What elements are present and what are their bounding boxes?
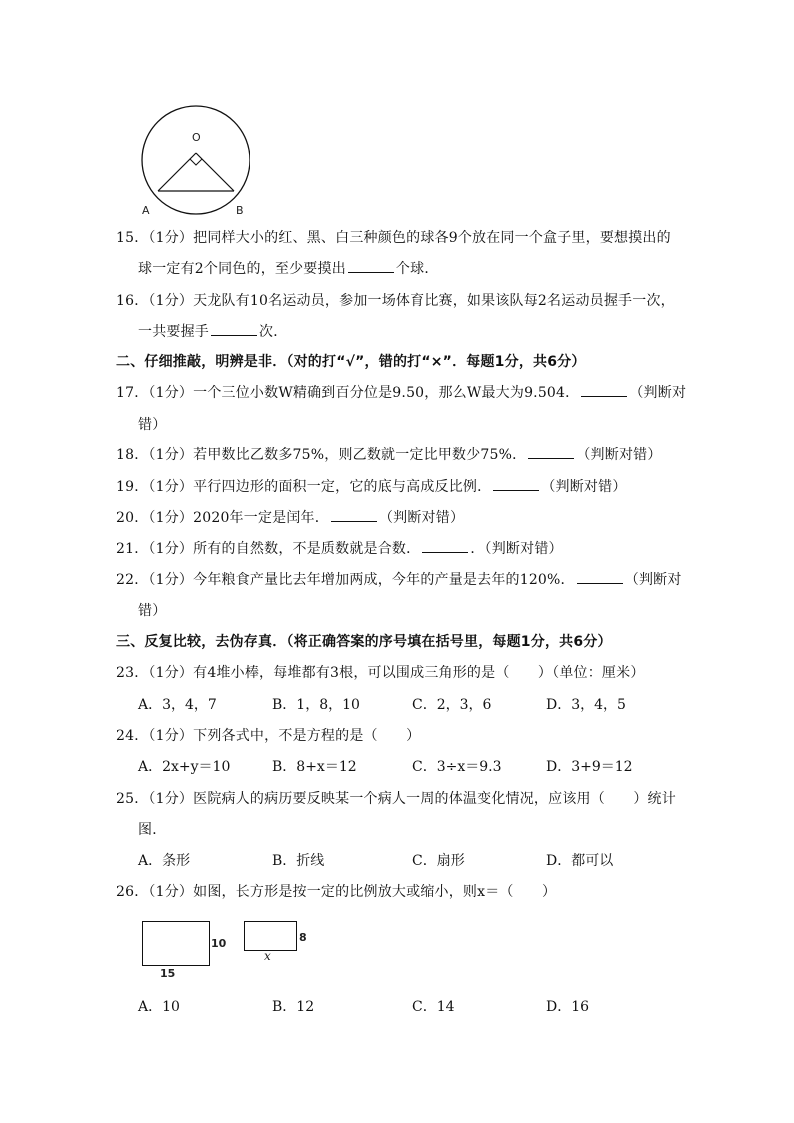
choice-c[interactable]: C．3÷x＝9.3 [412,759,502,775]
answer-blank[interactable] [577,570,623,584]
q25-line2: 图． [138,822,167,838]
section-2-heading: 二、仔细推敲，明辨是非．（对的打“√”，错的打“×”．每题1分，共6分） [116,354,586,370]
q26: 26．（1分）如图，长方形是按一定的比例放大或缩小，则x＝（ ） [116,884,557,900]
q22-line1 [116,570,682,590]
choice-b[interactable]: B．8+x＝12 [272,759,357,775]
answer-blank[interactable] [331,508,377,522]
answer-blank[interactable] [422,539,468,553]
q23: 23．（1分）有4堆小棒，每堆都有3根，可以围成三角形的是（ ）（单位：厘米） [116,665,645,681]
q20-text: 20．（1分）2020年一定是闰年． [116,510,329,526]
q18-text: 18．（1分）若甲数比乙数多75%，则乙数就一定比甲数少75%． [116,447,527,463]
q16-suffix: 次． [259,324,288,340]
q16-line1: 16．（1分）天龙队有10名运动员，参加一场体育比赛，如果该队每2名运动员握手一次， [116,293,675,309]
q19-suffix: （判断对错） [541,479,627,495]
choice-c[interactable]: C．扇形 [412,853,465,869]
choice-a[interactable]: A．2x+y＝10 [138,759,231,775]
big-rect-width-label: 15 [160,967,176,980]
q17-line1 [116,383,686,403]
choice-b[interactable]: B．1，8，10 [272,697,360,713]
label-o: O [192,131,201,144]
answer-blank[interactable] [348,259,394,273]
q17-suffix: （判断对 [629,385,687,401]
choice-a[interactable]: A．3，4，7 [138,697,217,713]
answer-blank[interactable] [493,477,539,491]
label-b: B [236,204,244,217]
small-rect-width-label: x [264,949,271,963]
q18-suffix: （判断对错） [576,447,662,463]
q22-text: 22．（1分）今年粮食产量比去年增加两成，今年的产量是去年的120%． [116,572,575,588]
answer-blank[interactable] [581,383,627,397]
q15-line1: 15．（1分）把同样大小的红、黑、白三种颜色的球各9个放在同一个盒子里，要想摸出的 [116,230,671,246]
choice-c[interactable]: C．2，3，6 [412,697,492,713]
q25-line1: 25．（1分）医院病人的病历要反映某一个病人一周的体温变化情况，应该用（ ）统计 [116,791,676,807]
q17-text: 17．（1分）一个三位小数W精确到百分位是9.50，那么W最大为9.504． [116,385,580,401]
q21 [116,539,563,559]
q22-line2: 错） [138,603,167,619]
q18 [116,445,662,465]
big-rect-height-label: 10 [211,937,227,950]
q16-line2 [138,322,287,342]
choice-d[interactable]: D．3+9＝12 [546,759,633,775]
choice-a[interactable]: A．10 [138,999,180,1015]
choice-d[interactable]: D．16 [546,999,590,1015]
q20 [116,508,464,528]
small-rectangle [244,921,297,951]
label-a: A [142,204,150,217]
q16-text: 一共要握手 [138,324,209,340]
circle-triangle-figure [138,100,250,220]
q15-suffix: 个球． [395,261,439,277]
answer-blank[interactable] [528,445,574,459]
choice-a[interactable]: A．条形 [138,853,191,869]
section-3-heading: 三、反复比较，去伪存真．（将正确答案的序号填在括号里，每题1分，共6分） [116,634,612,650]
small-rect-height-label: 8 [299,931,307,944]
q19-text: 19．（1分）平行四边形的面积一定，它的底与高成反比例． [116,479,492,495]
q21-text: 21．（1分）所有的自然数，不是质数就是合数． [116,541,421,557]
big-rectangle [142,921,210,966]
q21-suffix: ．（判断对错） [470,541,563,557]
q20-suffix: （判断对错） [378,510,465,526]
q22-suffix: （判断对 [624,572,682,588]
q19 [116,477,627,497]
choice-b[interactable]: B．折线 [272,853,325,869]
q17-line2: 错） [138,417,167,433]
choice-d[interactable]: D．3，4，5 [546,697,626,713]
choice-b[interactable]: B．12 [272,999,315,1015]
answer-blank[interactable] [211,322,257,336]
q15-line2 [138,259,439,279]
choice-d[interactable]: D．都可以 [546,853,614,869]
q24: 24．（1分）下列各式中，不是方程的是（ ） [116,728,421,744]
q15-text: 球一定有2个同色的，至少要摸出 [138,261,346,277]
choice-c[interactable]: C．14 [412,999,455,1015]
